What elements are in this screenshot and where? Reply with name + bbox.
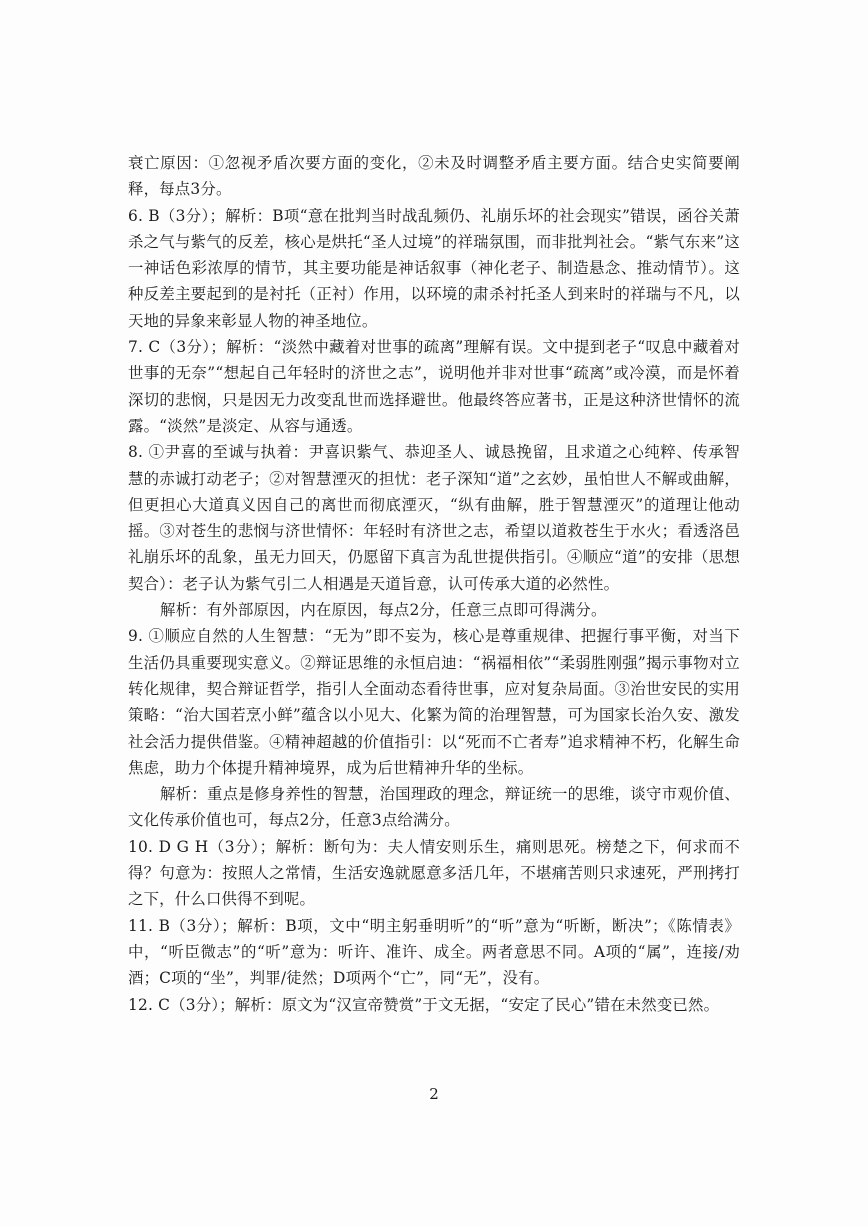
answer-8-analysis: 解析：有外部原因，内在原因，每点2分，任意三点即可得满分。 [160, 601, 607, 620]
page-number: 2 [429, 1085, 439, 1103]
answer-9-analysis: 解析：重点是修身养性的智慧，治国理政的理念，辩证统一的思维，谈守市观价值、文化传承价值也可，每点2分，任意3点给满分。 [128, 785, 740, 830]
answer-8: 8. ①尹喜的至诚与执着：尹喜识紫气、恭迎圣人、诚恳挽留，且求道之心纯粹、传承智慧的赤诚打动老子；②对智慧湮灭的担忧：老子深知“道”之玄妙，虽怕世人不解或曲解，但更担心大道真义因自己的离世而彻底湮灭，“纵有曲解，胜于智慧湮灭”的道理让他动摇。③对苍生的悲悯与济世情怀：年轻时有济世之志，希望以道救苍生于水火；看透洛邑礼崩乐坏的乱象，虽无力回天，仍愿留下真言为乱世提供指引。④顺应“道”的安排（思想契合）：老子认为紫气引二人相遇是天道旨意，认可传承大道的必然性。 [128, 443, 740, 593]
answer-6: 6. B（3分）；解析：B项“意在批判当时战乱频仍、礼崩乐坏的社会现实”错误，函谷关萧杀之气与紫气的反差，核心是烘托“圣人过境”的祥瑞氛围，而非批判社会。“紫气东来”这一神话色彩浓厚的情节，其主要功能是神话叙事（神化老子、制造悬念、推动情节）。这种反差主要起到的是衬托（正衬）作用，以环境的肃杀衬托圣人到来时的祥瑞与不凡，以天地的异象来彰显人物的神圣地位。 [128, 206, 740, 330]
answer-7: 7. C（3分）；解析：“淡然中藏着对世事的疏离”理解有误。文中提到老子“叹息中藏着对世事的无奈”“想起自己年轻时的济世之志”，说明他并非对世事“疏离”或冷漠，而是怀着深切的悲悯，只是因无力改变乱世而选择避世。他最终答应著书，正是这种济世情怀的流露。“淡然”是淡定、从容与通透。 [128, 338, 740, 435]
answer-content [128, 150, 740, 1018]
answer-11: 11. B（3分）；解析：B项，文中“明主躬垂明听”的“听”意为“听断，断决”；《陈情表》中，“听臣微志”的“听”意为：听许、准许、成全。两者意思不同。A项的“属”，连接/劝酒；C项的“坐”，判罪/徒然；D项两个“亡”，同“无”，没有。 [128, 916, 740, 988]
answer-10: 10. D G H（3分）；解析：断句为：夫人情安则乐生，痛则思死。榜楚之下，何求而不得？句意为：按照人之常情，生活安逸就愿意多活几年，不堪痛苦则只求速死，严刑拷打之下，什么口供得不到呢。 [128, 837, 740, 909]
answer-9: 9. ①顺应自然的人生智慧：“无为”即不妄为，核心是尊重规律、把握行事平衡，对当下生活仍具重要现实意义。②辩证思维的永恒启迪：“祸福相依”“柔弱胜刚强”揭示事物对立转化规律，契合辩证哲学，指引人全面动态看待世事，应对复杂局面。③治世安民的实用策略：“治大国若烹小鲜”蕴含以小见大、化繁为简的治理智慧，可为国家长治久安、激发社会活力提供借鉴。④精神超越的价值指引：以“死而不亡者寿”追求精神不朽，化解生命焦虑，助力个体提升精神境界，成为后世精神升华的坐标。 [128, 627, 740, 777]
answer-12: 12. C（3分）；解析：原文为“汉宣帝赞赏”于文无据，“安定了民心”错在未然变已然。 [128, 995, 720, 1014]
paragraph-decline-reasons: 衰亡原因：①忽视矛盾次要方面的变化，②未及时调整矛盾主要方面。结合史实简要阐释，每点3分。 [128, 154, 740, 199]
